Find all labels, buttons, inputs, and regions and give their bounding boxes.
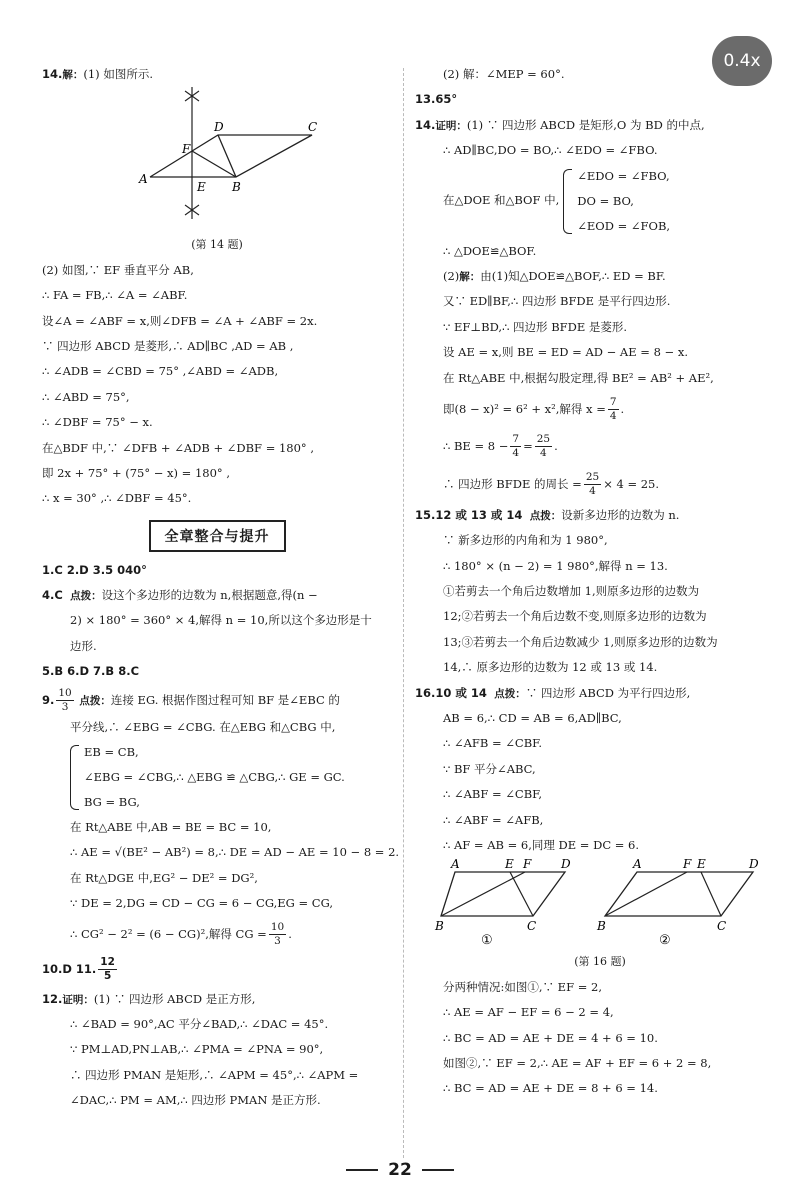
problem-14-heading: 14.解：(1) 如图所示. bbox=[42, 67, 153, 81]
p16-tail-2: ∴ BC = AD = AE + DE = 4 + 6 = 10. bbox=[443, 1030, 658, 1045]
brace-mark bbox=[70, 745, 79, 810]
p14-line-3: ∵ 四边形 ABCD 是菱形,∴ AD∥BC ,AD = AB , bbox=[42, 338, 294, 353]
p16-line-3: ∴ ∠ABF = ∠CBF, bbox=[443, 787, 543, 802]
p16-tail-0: 分两种情况:如图①,∵ EF = 2, bbox=[443, 979, 602, 994]
p16-line-1: ∴ ∠AFB = ∠CBF. bbox=[443, 736, 543, 751]
fig14-label-C: C bbox=[308, 120, 318, 135]
p9-cg-fraction: $\frac{10}{3}$ bbox=[270, 921, 285, 948]
p15-line-5: 14,∴ 原多边形的边数为 12 或 13 或 14. bbox=[443, 660, 658, 675]
fig16-label-2: ② bbox=[659, 933, 671, 947]
p16-tail-4: ∴ BC = AD = AE + DE = 8 + 6 = 14. bbox=[443, 1081, 658, 1096]
p9-line-a: 在 Rt△ABE 中,AB = BE = BC = 10, bbox=[70, 820, 272, 835]
p16-line-2: ∵ BF 平分∠ABC, bbox=[443, 761, 536, 776]
fig16-1-label-C: C bbox=[527, 919, 537, 934]
p14r-line-c: 设 AE = x,则 BE = ED = AD − AE = 8 − x. bbox=[443, 345, 688, 360]
p12-line-0: ∴ ∠BAD = 90°,AC 平分∠BAD,∴ ∠DAC = 45°. bbox=[70, 1016, 329, 1031]
fig14-label-B: B bbox=[232, 180, 241, 195]
p15-line-1: ∴ 180° × (n − 2) = 1 980°,解得 n = 13. bbox=[443, 558, 668, 573]
column-divider bbox=[403, 68, 404, 1158]
fig14-label-A: A bbox=[139, 172, 148, 187]
answer-13: 13.65° bbox=[415, 92, 458, 107]
footer-dash-right bbox=[422, 1169, 454, 1171]
p14r-eq-2: ∴ BE = 8 − $\frac{7}{4}$ = $\frac{25}{4}$ . bbox=[443, 433, 558, 460]
p14r-frac-a: $\frac{7}{4}$ bbox=[512, 433, 520, 460]
p14r-brace-2: ∠EOD = ∠FOB, bbox=[577, 218, 671, 233]
p9-brace-1: ∠EBG = ∠CBG,∴ △EBG ≌ △CBG,∴ GE = GC. bbox=[84, 770, 345, 785]
p14-line-9: ∴ x = 30° ,∴ ∠DBF = 45°. bbox=[42, 491, 192, 506]
p14r-frac-c: $\frac{25}{4}$ bbox=[585, 471, 600, 498]
p14r-frac-b: $\frac{25}{4}$ bbox=[536, 433, 551, 460]
left-column bbox=[42, 62, 400, 1114]
problem-4-line-2: 2) × 180° = 360° × 4,解得 n = 10,所以这个多边形是十 bbox=[70, 613, 372, 628]
problem-12-line-1: 12.证明：(1) ∵ 四边形 ABCD 是正方形, bbox=[42, 991, 256, 1006]
p14-line-7: 在△BDF 中,∵ ∠DFB + ∠ADB + ∠DBF = 180° , bbox=[42, 440, 314, 455]
p12-line-3: ∠DAC,∴ PM = AM,∴ 四边形 PMAN 是正方形. bbox=[70, 1093, 321, 1108]
p14-line-1: ∴ FA = FB,∴ ∠A = ∠ABF. bbox=[42, 288, 188, 303]
p9-brace-0: EB = CB, bbox=[84, 745, 139, 760]
fig16-label-1: ① bbox=[481, 933, 493, 947]
answers-1-3: 1.C 2.D 3.5 040° bbox=[42, 562, 147, 577]
p9-line-b: ∴ AE = √(BE² − AB²) = 8,∴ DE = AD − AE = 10 − 8 = 2. bbox=[70, 845, 400, 860]
right-top-line: (2) 解：∠MEP = 60°. bbox=[443, 67, 565, 81]
p12-line-2: ∴ 四边形 PMAN 是矩形,∴ ∠APM = 45°,∴ ∠APM = bbox=[70, 1067, 359, 1082]
p14r-line-b: ∵ EF⊥BD,∴ 四边形 BFDE 是菱形. bbox=[443, 319, 628, 334]
p14r-line-d: 在 Rt△ABE 中,根据勾股定理,得 BE² = AB² + AE², bbox=[443, 370, 714, 385]
figure-14 bbox=[42, 87, 392, 237]
page-footer bbox=[0, 1160, 800, 1180]
fig16-2-label-C: C bbox=[717, 919, 727, 934]
answers-5-8: 5.B 6.D 7.B 8.C bbox=[42, 664, 140, 679]
p9-brace-group bbox=[42, 740, 392, 815]
problem-9-line-1: 9. $\frac{10}{3}$ 点拨：连接 EG. 根据作图过程可知 BF 是∠EBC 的 bbox=[42, 687, 340, 714]
p9-line-last: ∴ CG² − 2² = (6 − CG)²,解得 CG = $\frac{10}{3}$ . bbox=[70, 921, 292, 948]
fig14-label-E: E bbox=[197, 180, 206, 195]
fig16-2-label-F: F bbox=[683, 858, 692, 872]
answers-10-11: 10.D 11. $\frac{12}{5}$ bbox=[42, 955, 115, 982]
p14r-x-fraction: $\frac{7}{4}$ bbox=[609, 396, 617, 423]
p16-tail-3: 如图②,∵ EF = 2,∴ AE = AF + EF = 6 + 2 = 8, bbox=[443, 1055, 712, 1070]
p9-brace-2: BG = BG, bbox=[84, 795, 140, 810]
p16-line-0: AB = 6,∴ CD = AB = 6,AD∥BC, bbox=[443, 711, 622, 726]
problem-4-line-3: 边形. bbox=[70, 638, 97, 653]
p14-line-2: 设∠A = ∠ABF = x,则∠DFB = ∠A + ∠ABF = 2x. bbox=[42, 313, 318, 328]
p14r-brace-0: ∠EDO = ∠FBO, bbox=[577, 168, 670, 183]
p14r-line-3: ∴ △DOE≌△BOF. bbox=[443, 243, 537, 258]
p14-line-4: ∴ ∠ADB = ∠CBD = 75° ,∠ABD = ∠ADB, bbox=[42, 364, 279, 379]
p9-answer-fraction: $\frac{10}{3}$ bbox=[58, 687, 72, 714]
problem-4-line-1: 4.C 点拨：设这个多边形的边数为 n,根据题意,得(n − bbox=[42, 588, 318, 603]
footer-dash-left bbox=[346, 1169, 378, 1171]
problem-16-line-1: 16.10 或 14 点拨：∵ 四边形 ABCD 为平行四边形, bbox=[415, 685, 691, 700]
fig16-2-label-A: A bbox=[633, 858, 642, 872]
fig16-2-label-D: D bbox=[749, 858, 759, 872]
brace-mark bbox=[563, 169, 572, 234]
p16-tail-1: ∴ AE = AF − EF = 6 − 2 = 4, bbox=[443, 1005, 614, 1020]
p14r-eq-1: 即(8 − x)² = 6² + x²,解得 x = $\frac{7}{4}$ . bbox=[443, 396, 625, 423]
p14r-brace-1: DO = BO, bbox=[577, 193, 634, 208]
fig16-2-label-B: B bbox=[597, 919, 606, 934]
fig14-label-F: F bbox=[182, 142, 191, 157]
p14-line-0: (2) 如图,∵ EF 垂直平分 AB, bbox=[42, 262, 194, 277]
fig16-1-label-B: B bbox=[435, 919, 444, 934]
figure-16-caption: (第 16 题) bbox=[574, 955, 626, 969]
p11-answer-fraction: $\frac{12}{5}$ bbox=[100, 955, 115, 982]
p15-line-2: ①若剪去一个角后边数增加 1,则原多边形的边数为 bbox=[443, 584, 700, 599]
p15-line-4: 13;③若剪去一个角后边数减少 1,则原多边形的边数为 bbox=[443, 634, 718, 649]
fig16-1-label-E: E bbox=[505, 858, 514, 872]
right-column bbox=[415, 62, 785, 1102]
problem-14r-line-2: ∴ AD∥BC,DO = BO,∴ ∠EDO = ∠FBO. bbox=[443, 143, 658, 158]
p14-line-8: 即 2x + 75° + (75° − x) = 180° , bbox=[42, 465, 230, 480]
p15-line-3: 12;②若剪去一个角后边数不变,则原多边形的边数为 bbox=[443, 609, 707, 624]
p12-line-1: ∵ PM⊥AD,PN⊥AB,∴ ∠PMA = ∠PNA = 90°, bbox=[70, 1042, 324, 1057]
fig16-2-label-E: E bbox=[697, 858, 706, 872]
p9-line-c: 在 Rt△DGE 中,EG² − DE² = DG², bbox=[70, 870, 258, 885]
problem-9-line-2: 平分线,∴ ∠EBG = ∠CBG. 在△EBG 和△CBG 中, bbox=[70, 719, 336, 734]
p14r-brace-group: 在△DOE 和△BOF 中, ∠EDO = ∠FBO, DO = BO, ∠EOD = ∠FOB, bbox=[415, 164, 785, 239]
p14r-line-a: 又∵ ED∥BF,∴ 四边形 BFDE 是平行四边形. bbox=[443, 294, 671, 309]
p14-line-6: ∴ ∠DBF = 75° − x. bbox=[42, 415, 153, 430]
figure-14-caption: (第 14 题) bbox=[191, 238, 243, 252]
fig16-1-label-D: D bbox=[561, 858, 571, 872]
p15-line-0: ∵ 新多边形的内角和为 1 980°, bbox=[443, 533, 608, 548]
p14-line-5: ∴ ∠ABD = 75°, bbox=[42, 389, 130, 404]
p14r-eq-3: ∴ 四边形 BFDE 的周长 = $\frac{25}{4}$ × 4 = 25. bbox=[443, 471, 660, 498]
problem-14r-line-1: 14.证明：(1) ∵ 四边形 ABCD 是矩形,O 为 BD 的中点, bbox=[415, 117, 705, 132]
zoom-badge[interactable]: 0.4x bbox=[712, 36, 772, 86]
figure-16 bbox=[415, 858, 785, 946]
p9-line-d: ∵ DE = 2,DG = CD − CG = 6 − CG,EG = CG, bbox=[70, 896, 334, 911]
fig16-1-label-F: F bbox=[523, 858, 532, 872]
page-number: 22 bbox=[388, 1160, 412, 1180]
problem-15-line-1: 15.12 或 13 或 14 点拨：设新多边形的边数为 n. bbox=[415, 507, 680, 522]
p16-line-5: ∴ AF = AB = 6,同理 DE = DC = 6. bbox=[443, 837, 640, 852]
fig16-1-label-A: A bbox=[451, 858, 460, 872]
section-title: 全章整合与提升 bbox=[149, 520, 286, 552]
p14r-line-4: (2)解：由(1)知△DOE≌△BOF,∴ ED = BF. bbox=[443, 268, 666, 283]
fig14-label-D: D bbox=[214, 120, 224, 135]
p16-line-4: ∴ ∠ABF = ∠AFB, bbox=[443, 812, 544, 827]
section-title-box bbox=[42, 520, 392, 552]
